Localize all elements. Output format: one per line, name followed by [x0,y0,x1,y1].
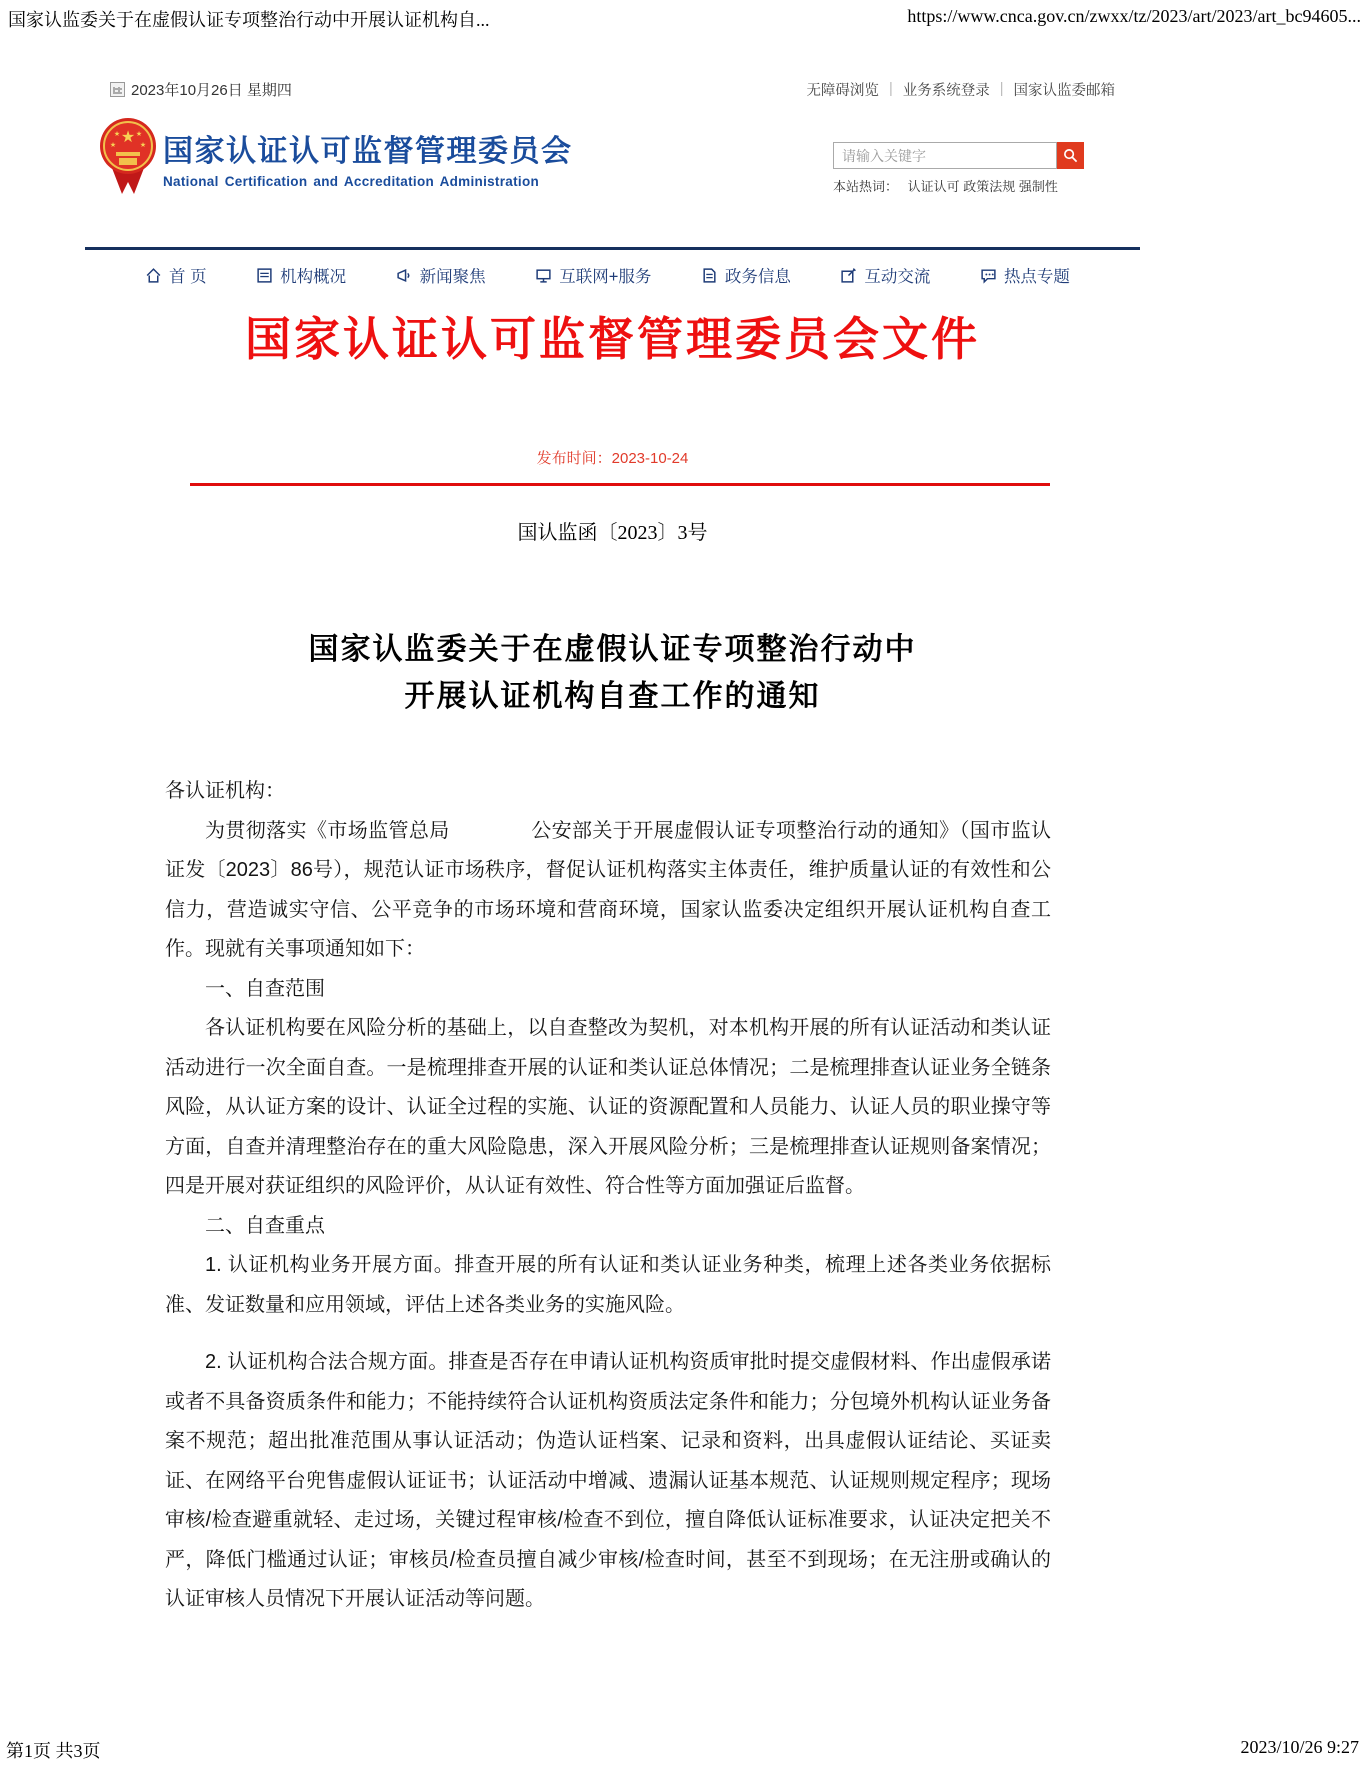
search-button[interactable] [1057,142,1084,169]
nav-label: 新闻聚焦 [419,268,486,286]
cnca-mailbox-link[interactable]: 国家认监委邮箱 [1013,82,1115,99]
document-title [85,626,1140,720]
primary-nav [85,247,1140,287]
section-heading-1: 一、自查范围 [205,977,325,1000]
svg-text:★: ★ [109,142,117,149]
accessibility-link[interactable]: 无障碍浏览 [806,82,879,99]
paragraph: 2. 认证机构合法合规方面。排查是否存在申请认证机构资质审批时提交虚假材料、作出虚假承诺或者不具备资质条件和能力；不能持续符合认证机构资质法定条件和能力；分包境外机构认证业务备案不规范；超出批准范围从事认证活动；伪造认证档案、记录和资料，出具虚假认证结论、买证卖证、在网络平台兜售虚假认证证书；认证活动中增减、遗漏认证基本规范、认证规则规定程序；现场审核/检查避重就轻、走过场，关键过程审核/检查不到位，擅自降低认证标准要求，认证决定把关不严，降低门槛通过认证；审核员/检查员擅自减少审核/检查时间，甚至不到现场；在无注册或确认的认证审核人员情况下开展认证活动等问题。 [165,1351,1051,1610]
nav-label: 机构概况 [280,268,347,286]
link-divider: | [888,81,893,97]
utility-bar [110,78,1115,100]
utility-links [806,79,1115,100]
nav-label: 热点专题 [1003,268,1070,286]
print-footer [6,1737,1359,1763]
site-masthead [85,110,1140,220]
date-display [110,79,292,100]
section-heading-2: 二、自查重点 [205,1214,325,1237]
document-body [165,772,1051,1620]
current-date: 2023年10月26日 星期四 [131,81,292,99]
org-name-chinese: 国家认证认可监督管理委员会 [163,135,573,168]
megaphone-icon [396,267,413,284]
nav-label: 首 页 [169,268,207,286]
nav-item-news[interactable] [396,263,486,287]
svg-text:★: ★ [135,131,143,138]
pencil-icon [840,267,857,284]
nav-label: 互动交流 [864,268,931,286]
document-number: 国认监函〔2023〕3号 [517,522,708,544]
salutation: 各认证机构： [165,780,285,802]
svg-text:★: ★ [113,131,121,138]
document-icon [701,267,718,284]
search-input[interactable] [833,142,1057,169]
nav-item-home[interactable] [145,263,207,287]
link-divider: | [999,81,1004,97]
nav-label: 政务信息 [724,268,791,286]
print-page-title: 国家认监委关于在虚假认证专项整治行动中开展认证机构自... [8,10,490,30]
paragraph: 为贯彻落实《市场监管总局 公安部关于开展虚假认证专项整治行动的通知》（国市监认证发〔2023〕86号），规范认证市场秩序，督促认证机构落实主体责任，维护质量认证的有效性和公信力，营造诚实守信、公平竞争的市场环境和营商环境，国家认监委决定组织开展认证机构自查工作。现就有关事项通知如下： [165,819,1051,960]
footer-timestamp: 2023/10/26 9:27 [1240,1737,1359,1757]
document-title-line1: 国家认监委关于在虚假认证专项整治行动中 [308,633,917,666]
svg-text:★: ★ [120,129,136,146]
nav-item-internet-services[interactable] [535,263,651,287]
document-title-line2: 开展认证机构自查工作的通知 [404,680,821,713]
calendar-icon [110,82,125,97]
monitor-icon [535,267,552,284]
publish-date-value: 2023-10-24 [611,450,689,467]
chat-icon [980,267,997,284]
org-name-block[interactable] [163,126,573,189]
document-red-banner: 国家认证认可监督管理委员会文件 [245,314,980,365]
nav-item-hot-topics[interactable] [980,263,1070,287]
site-search [833,142,1085,195]
nav-item-gov-info[interactable] [701,263,791,287]
footer-page-info: 第1页 共3页 [6,1741,101,1761]
paragraph: 各认证机构要在风险分析的基础上，以自查整改为契机，对本机构开展的所有认证活动和类认证活动进行一次全面自查。一是梳理排查开展的认证和类认证总体情况；二是梳理排查认证业务全链条风险，从认证方案的设计、认证全过程的实施、认证的资源配置和人员能力、认证人员的职业操守等方面，自查并清理整治存在的重大风险隐患，深入开展风险分析；三是梳理排查认证规则备案情况；四是开展对获证组织的风险评价，从认证有效性、符合性等方面加强证后监督。 [165,1017,1051,1197]
hot-words-label: 本站热词： [833,179,899,194]
org-icon [256,267,273,284]
red-divider-rule [190,483,1050,486]
paragraph: 1. 认证机构业务开展方面。排查开展的所有认证和类认证业务种类，梳理上述各类业务依据标准、发证数量和应用领域，评估上述各类业务的实施风险。 [165,1254,1051,1316]
publish-date-row [85,447,1140,468]
nav-item-org-overview[interactable] [256,263,346,287]
search-icon [1063,148,1078,163]
webpage-content [85,0,1140,1720]
svg-text:★: ★ [139,142,147,149]
nav-label: 互联网+服务 [559,268,652,286]
print-page-url: https://www.cnca.gov.cn/zwxx/tz/2023/art/2023/art_bc94605... [907,6,1361,26]
publish-date-label: 发布时间： [536,450,612,467]
hot-words-links[interactable]: 认证认可 政策法规 强制性 [907,179,1058,194]
business-system-login-link[interactable]: 业务系统登录 [902,82,990,99]
home-icon [145,267,162,284]
org-name-english: National Certification and Accreditation Administration [163,174,540,189]
national-emblem-logo[interactable] [98,116,158,196]
nav-item-interaction[interactable] [840,263,930,287]
hot-words-row [833,176,1085,195]
